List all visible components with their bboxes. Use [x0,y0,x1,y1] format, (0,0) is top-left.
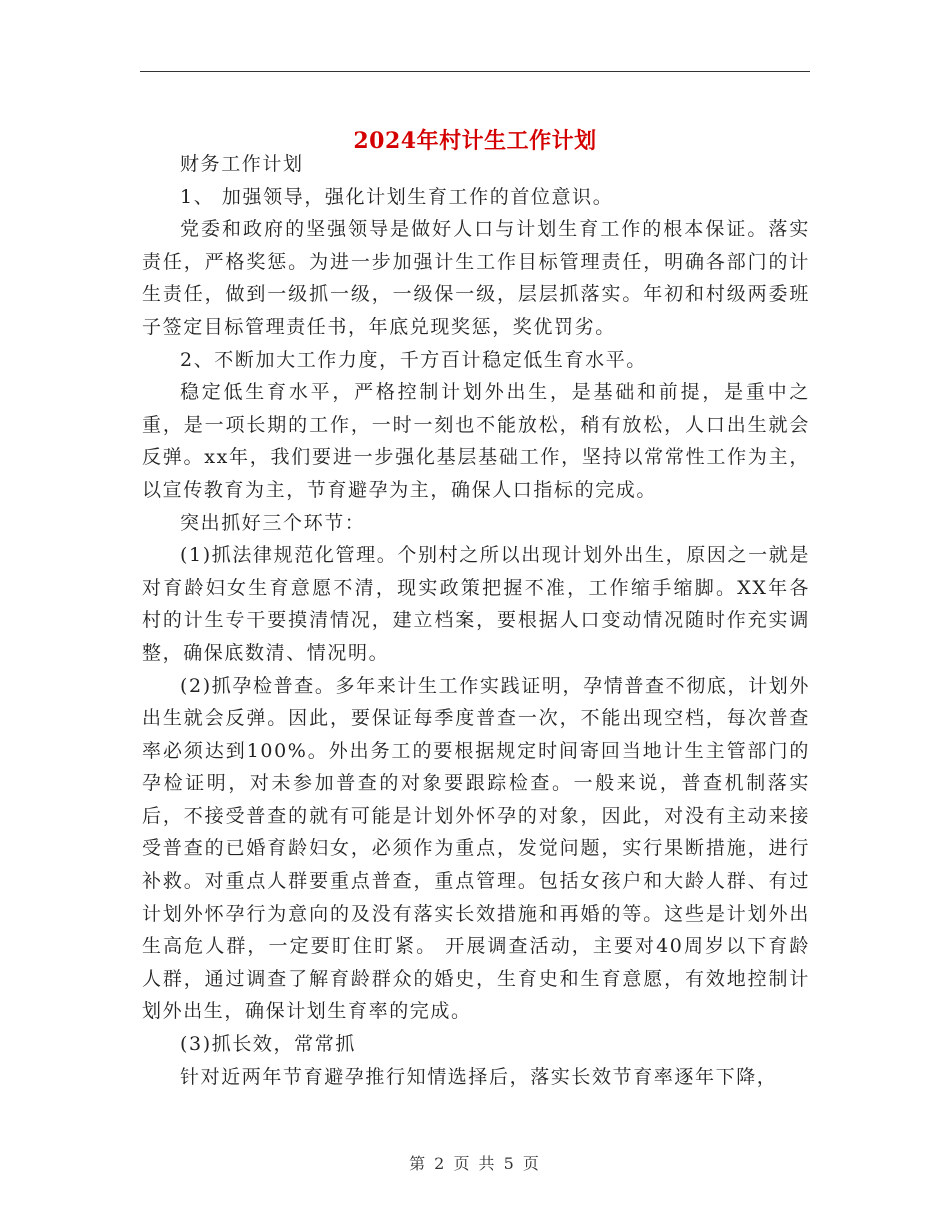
paragraph-three-links-intro: 突出抓好三个环节： [180,511,366,534]
document-title: 2024年村计生工作计划 [353,127,597,154]
page-number-footer: 第 2 页 共 5 页 [409,1154,541,1173]
paragraph-section-2-heading: 2、不断加大工作力度，千方百计稳定低生育水平。 [180,348,647,371]
paragraph-section-1-heading: 1、 加强领导，强化计划生育工作的首位意识。 [180,185,614,208]
paragraph-item-2-pregnancy-check: (2)抓孕检普查。多年来计生工作实践证明，孕情普查不彻底，计划外出生就会反弹。因此，要保证每季度普查一次，不能出现空档，每次普查率必须达到100%。外出务工的要根据规定时间寄回当地计生主管部门的孕检证明，对未参加普查的对象要跟踪检查。一般来说，普查机制落实后，不接受普查的就有可能是计划外怀孕的对象，因此，对没有主动来接受普查的已婚育龄妇女，必须作为重点，发觉问题，实行果断措施，进行补救。对重点人群要重点普查，重点管理。包括女孩户和大龄人群、有过计划外怀孕行为意向的及没有落实长效措施和再婚的等。这些是计划外出生高危人群，一定要盯住盯紧。 开展调查活动，主要对40周岁以下育龄人群，通过调查了解育龄群众的婚史，生育史和生育意愿，有效地控制计划外出生，确保计划生育率的完成。 [142,674,810,1023]
document-body [142,148,810,1093]
paragraph-item-3-heading: (3)抓长效，常常抓 [180,1033,356,1056]
paragraph-item-1-legal-management: (1)抓法律规范化管理。个别村之所以出现计划外出生，原因之一就是对育龄妇女生育意愿不清，现实政策把握不准，工作缩手缩脚。XX年各村的计生专干要摸清情况，建立档案，要根据人口变动情况随时作充实调整，确保底数清、情况明。 [142,544,810,664]
paragraph-item-3-body: 针对近两年节育避孕推行知情选择后，落实长效节育率逐年下降， [180,1065,778,1088]
paragraph-section-1-body: 党委和政府的坚强领导是做好人口与计划生育工作的根本保证。落实责任，严格奖惩。为进一步加强计生工作目标管理责任，明确各部门的计生责任，做到一级抓一级，一级保一级，层层抓落实。年初和村级两委班子签定目标管理责任书，年底兑现奖惩，奖优罚劣。 [142,218,810,338]
paragraph-section-2-body: 稳定低生育水平，严格控制计划外出生，是基础和前提，是重中之重，是一项长期的工作，一时一刻也不能放松，稍有放松，人口出生就会反弹。xx年，我们要进一步强化基层基础工作，坚持以常常性工作为主，以宣传教育为主，节育避孕为主，确保人口指标的完成。 [142,381,810,501]
paragraph-heading-finance-plan: 财务工作计划 [180,153,304,175]
header-rule [140,71,810,72]
